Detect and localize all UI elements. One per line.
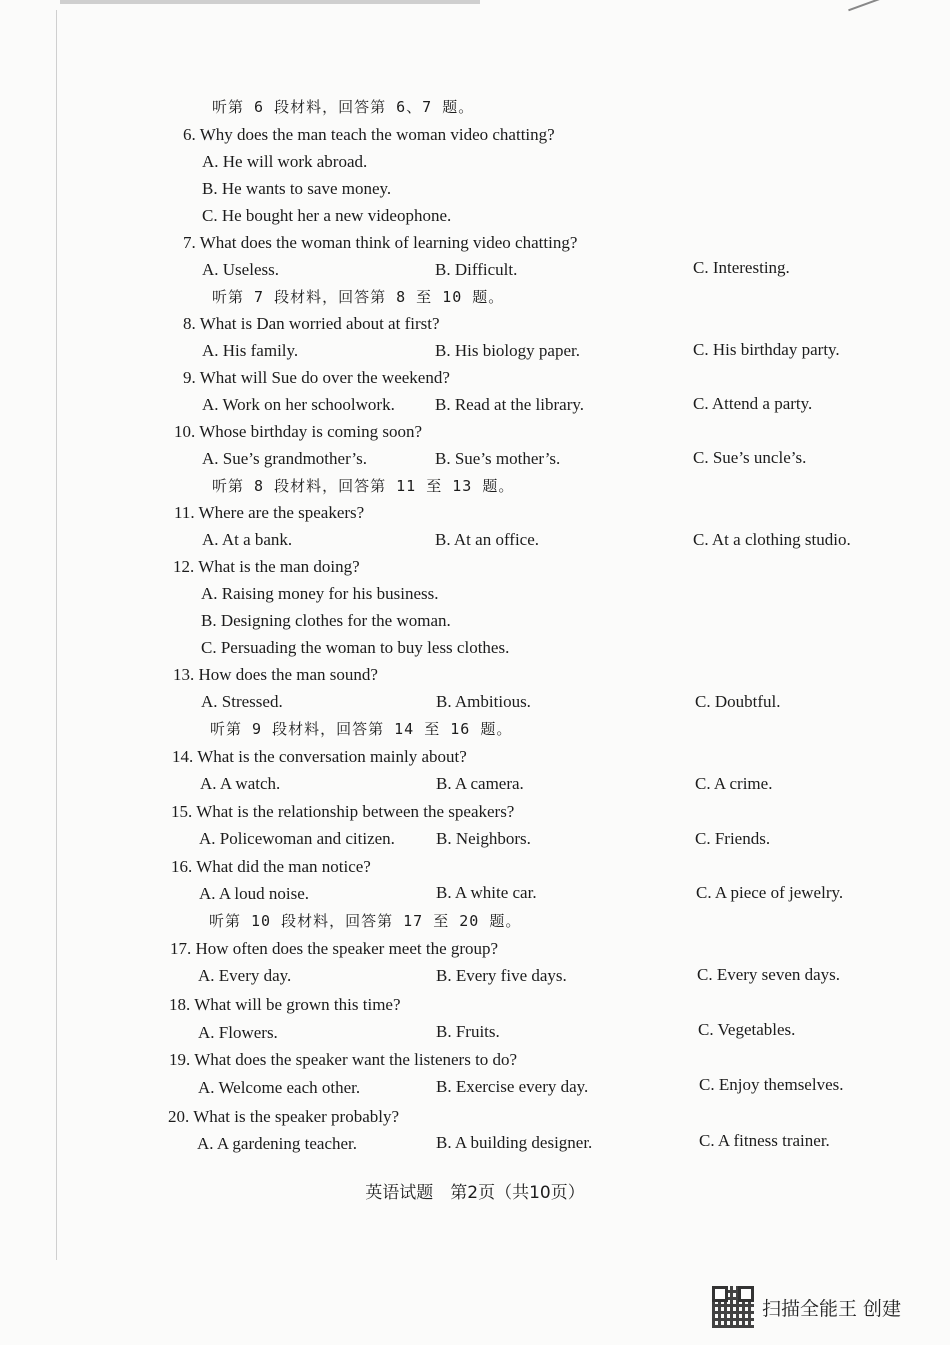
question-16: 16. What did the man notice? <box>171 857 371 876</box>
option-17a: A. Every day. <box>198 966 292 985</box>
option-8c: C. His birthday party. <box>693 340 840 359</box>
option-15b: B. Neighbors. <box>436 829 531 848</box>
question-18: 18. What will be grown this time? <box>169 995 401 1014</box>
scan-corner-mark <box>848 0 892 26</box>
option-18a: A. Flowers. <box>198 1023 278 1042</box>
option-19c: C. Enjoy themselves. <box>699 1075 844 1094</box>
option-9c: C. Attend a party. <box>693 394 813 413</box>
question-6: 6. Why does the man teach the woman video chatting? <box>183 125 555 144</box>
option-18c: C. Vegetables. <box>698 1020 796 1039</box>
option-6b: B. He wants to save money. <box>202 179 392 198</box>
scanner-watermark <box>712 1286 901 1328</box>
option-10a: A. Sue’s grandmother’s. <box>202 449 367 468</box>
option-13c: C. Doubtful. <box>695 692 781 711</box>
question-20: 20. What is the speaker probably? <box>168 1107 400 1126</box>
scan-edge-left <box>56 10 57 1260</box>
section-header-10: 听第 10 段材料，回答第 17 至 20 题。 <box>209 912 522 930</box>
qr-code-icon <box>712 1286 754 1328</box>
option-18b: B. Fruits. <box>436 1022 500 1041</box>
option-14a: A. A watch. <box>200 774 281 793</box>
option-14b: B. A camera. <box>436 774 524 793</box>
option-9b: B. Read at the library. <box>435 395 585 414</box>
question-17: 17. How often does the speaker meet the group? <box>170 939 499 958</box>
option-8a: A. His family. <box>202 341 299 360</box>
section-header-7: 听第 7 段材料，回答第 8 至 10 题。 <box>212 288 505 306</box>
option-11c: C. At a clothing studio. <box>693 530 851 549</box>
option-20a: A. A gardening teacher. <box>197 1134 358 1153</box>
option-20b: B. A building designer. <box>436 1133 593 1152</box>
option-11a: A. At a bank. <box>202 530 293 549</box>
option-10b: B. Sue’s mother’s. <box>435 449 561 468</box>
option-16a: A. A loud noise. <box>199 884 310 903</box>
watermark-text: 扫描全能王 创建 <box>762 1297 902 1320</box>
option-16c: C. A piece of jewelry. <box>696 883 844 902</box>
option-19a: A. Welcome each other. <box>198 1078 361 1097</box>
option-10c: C. Sue’s uncle’s. <box>693 448 807 467</box>
question-9: 9. What will Sue do over the weekend? <box>183 368 450 387</box>
option-20c: C. A fitness trainer. <box>699 1131 830 1150</box>
question-13: 13. How does the man sound? <box>173 665 378 684</box>
option-12a: A. Raising money for his business. <box>201 584 439 603</box>
section-header-6: 听第 6 段材料，回答第 6、7 题。 <box>212 98 475 116</box>
option-6c: C. He bought her a new videophone. <box>202 206 452 225</box>
option-16b: B. A white car. <box>436 883 537 902</box>
option-12b: B. Designing clothes for the woman. <box>201 611 451 630</box>
option-9a: A. Work on her schoolwork. <box>202 395 395 414</box>
option-15c: C. Friends. <box>695 829 771 848</box>
option-8b: B. His biology paper. <box>435 341 580 360</box>
question-7: 7. What does the woman think of learning video chatting? <box>183 233 578 252</box>
scan-edge-top <box>60 0 480 4</box>
option-15a: A. Policewoman and citizen. <box>199 829 395 848</box>
question-10: 10. Whose birthday is coming soon? <box>174 422 423 441</box>
question-15: 15. What is the relationship between the speakers? <box>171 802 515 821</box>
option-17c: C. Every seven days. <box>697 965 841 984</box>
option-11b: B. At an office. <box>435 530 540 549</box>
option-12c: C. Persuading the woman to buy less clothes. <box>201 638 510 657</box>
section-header-9: 听第 9 段材料，回答第 14 至 16 题。 <box>210 720 513 738</box>
question-19: 19. What does the speaker want the listeners to do? <box>169 1050 518 1069</box>
question-11: 11. Where are the speakers? <box>174 503 365 522</box>
option-7a: A. Useless. <box>202 260 279 279</box>
option-13b: B. Ambitious. <box>436 692 531 711</box>
option-14c: C. A crime. <box>695 774 773 793</box>
question-14: 14. What is the conversation mainly about? <box>172 747 467 766</box>
question-12: 12. What is the man doing? <box>173 557 360 576</box>
option-6a: A. He will work abroad. <box>202 152 368 171</box>
option-7c: C. Interesting. <box>693 258 790 277</box>
question-8: 8. What is Dan worried about at first? <box>183 314 440 333</box>
section-header-8: 听第 8 段材料，回答第 11 至 13 题。 <box>212 477 515 495</box>
option-7b: B. Difficult. <box>435 260 518 279</box>
page-footer: 英语试题 第2页（共10页） <box>365 1183 585 1203</box>
option-17b: B. Every five days. <box>436 966 567 985</box>
option-13a: A. Stressed. <box>201 692 283 711</box>
option-19b: B. Exercise every day. <box>436 1077 589 1096</box>
